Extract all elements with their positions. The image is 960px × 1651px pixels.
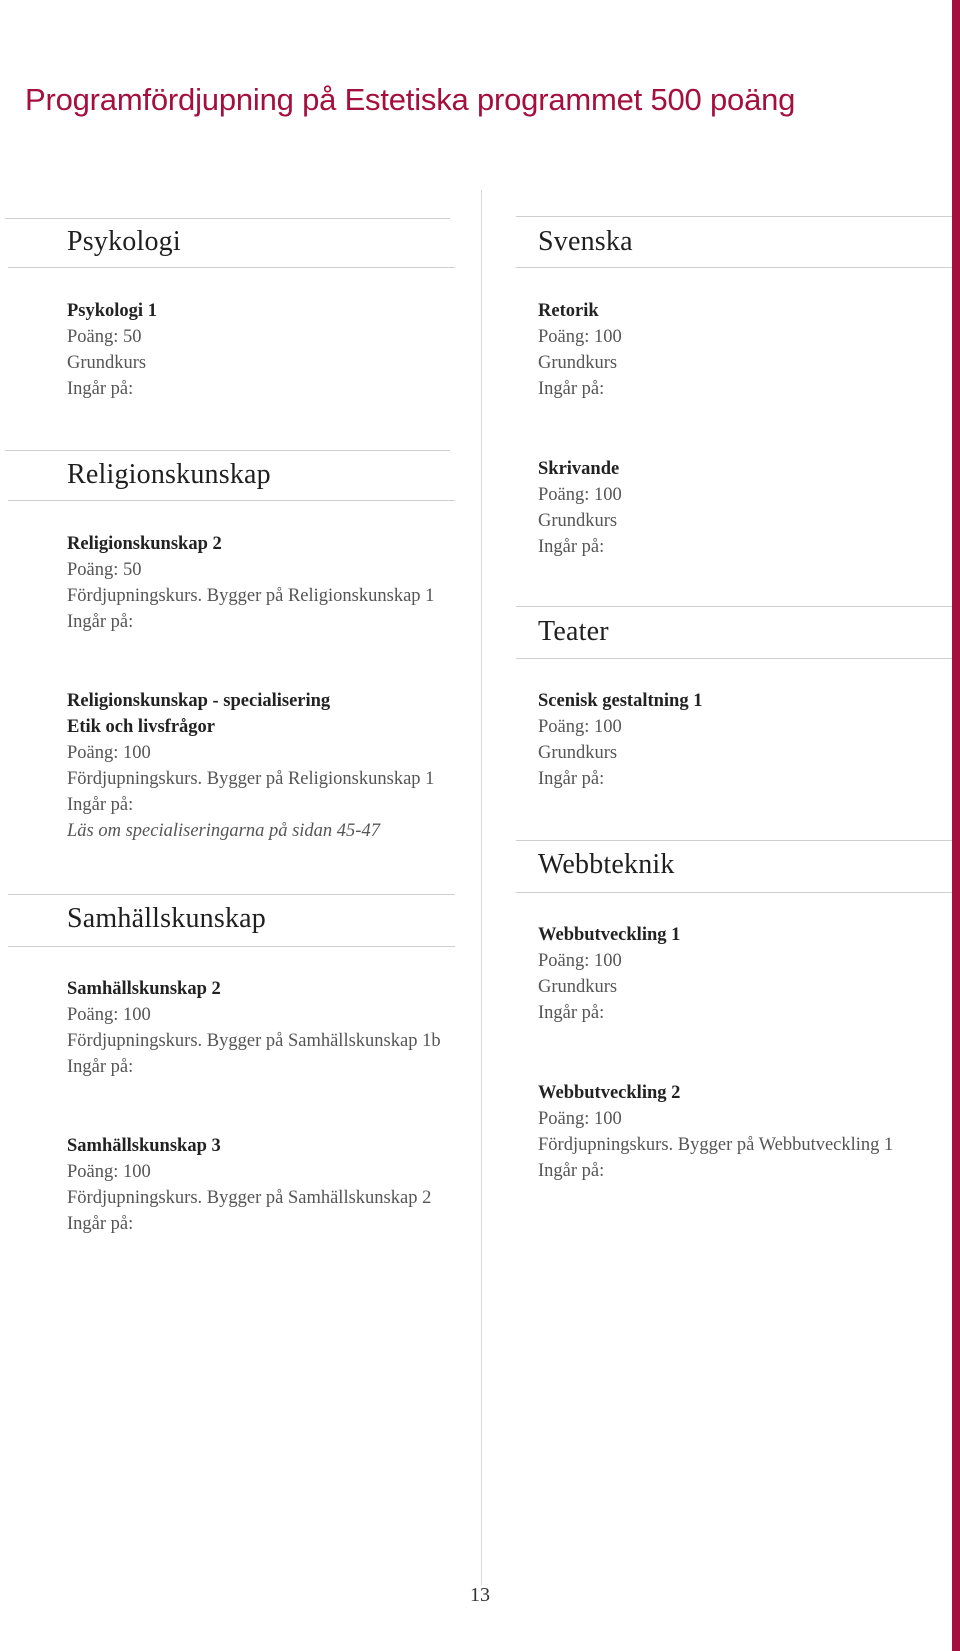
course-type: Fördjupningskurs. Bygger på Samhällskunskap 2 [67, 1188, 432, 1208]
section-rule-bottom [8, 267, 455, 268]
page-title: Programfördjupning på Estetiska programmet 500 poäng [25, 82, 796, 117]
course-points: Poäng: 100 [538, 327, 622, 347]
course-name: Webbutveckling 1 [538, 925, 681, 945]
course-webbutveckling-2 [538, 1080, 893, 1184]
course-name: Samhällskunskap 3 [67, 1136, 221, 1156]
course-type: Grundkurs [538, 353, 618, 373]
section-heading-webbteknik: Webbteknik [538, 849, 675, 880]
course-type: Grundkurs [538, 743, 618, 763]
section-heading-psykologi: Psykologi [67, 226, 181, 257]
course-type: Fördjupningskurs. Bygger på Religionskunskap 1 [67, 769, 435, 789]
accent-bar [952, 0, 960, 1651]
course-points: Poäng: 100 [538, 485, 622, 505]
course-type: Grundkurs [67, 353, 147, 373]
course-points: Poäng: 100 [538, 1109, 622, 1129]
course-name: Retorik [538, 301, 599, 321]
section-rule-bottom [8, 500, 455, 501]
course-type: Fördjupningskurs. Bygger på Samhällskunskap 1b [67, 1031, 441, 1051]
course-type: Grundkurs [538, 977, 618, 997]
section-rule-top [516, 216, 952, 217]
course-name: Samhällskunskap 2 [67, 979, 221, 999]
course-scenisk-gestaltning-1 [538, 688, 702, 792]
section-heading-samhallskunskap: Samhällskunskap [67, 903, 266, 934]
course-ingar: Ingår på: [67, 1057, 134, 1077]
course-type: Grundkurs [538, 511, 618, 531]
course-name: Webbutveckling 2 [538, 1083, 681, 1103]
course-type: Fördjupningskurs. Bygger på Webbutveckling 1 [538, 1135, 894, 1155]
course-name: Religionskunskap 2 [67, 534, 222, 554]
course-ingar: Ingår på: [538, 379, 605, 399]
section-rule-top [5, 450, 450, 451]
page-number: 13 [470, 1584, 490, 1606]
course-ingar: Ingår på: [538, 1161, 605, 1181]
course-type: Fördjupningskurs. Bygger på Religionskunskap 1 [67, 586, 435, 606]
course-religionskunskap-specialisering [67, 688, 434, 844]
course-subtitle: Etik och livsfrågor [67, 717, 215, 737]
course-retorik [538, 298, 622, 402]
course-name: Scenisk gestaltning 1 [538, 691, 703, 711]
section-heading-svenska: Svenska [538, 226, 633, 257]
course-name: Religionskunskap - specialisering [67, 691, 331, 711]
section-rule-bottom [516, 658, 952, 659]
section-heading-religionskunskap: Religionskunskap [67, 459, 271, 490]
course-samhallskunskap-2 [67, 976, 441, 1080]
course-name: Skrivande [538, 459, 620, 479]
course-religionskunskap-2 [67, 531, 434, 635]
course-ingar: Ingår på: [538, 537, 605, 557]
course-ingar: Ingår på: [67, 379, 134, 399]
section-heading-teater: Teater [538, 616, 609, 647]
specialisation-note: Läs om specialiseringarna på sidan 45-47 [67, 821, 380, 841]
course-points: Poäng: 100 [538, 717, 622, 737]
course-skrivande [538, 456, 622, 560]
course-points: Poäng: 100 [67, 1162, 151, 1182]
section-rule-top [8, 894, 455, 895]
course-psykologi-1 [67, 298, 157, 402]
course-ingar: Ingår på: [538, 1003, 605, 1023]
course-samhallskunskap-3 [67, 1133, 431, 1237]
course-name: Psykologi 1 [67, 301, 157, 321]
section-rule-top [516, 606, 952, 607]
course-ingar: Ingår på: [538, 769, 605, 789]
course-ingar: Ingår på: [67, 795, 134, 815]
section-rule-bottom [8, 946, 455, 947]
column-divider [481, 190, 482, 1585]
course-webbutveckling-1 [538, 922, 680, 1026]
course-ingar: Ingår på: [67, 1214, 134, 1234]
course-points: Poäng: 50 [67, 327, 142, 347]
course-ingar: Ingår på: [67, 612, 134, 632]
section-rule-bottom [516, 267, 952, 268]
section-rule-bottom [516, 892, 952, 893]
course-points: Poäng: 100 [67, 743, 151, 763]
course-points: Poäng: 50 [67, 560, 142, 580]
section-rule-top [5, 218, 450, 219]
section-rule-top [516, 840, 952, 841]
course-points: Poäng: 100 [67, 1005, 151, 1025]
course-points: Poäng: 100 [538, 951, 622, 971]
